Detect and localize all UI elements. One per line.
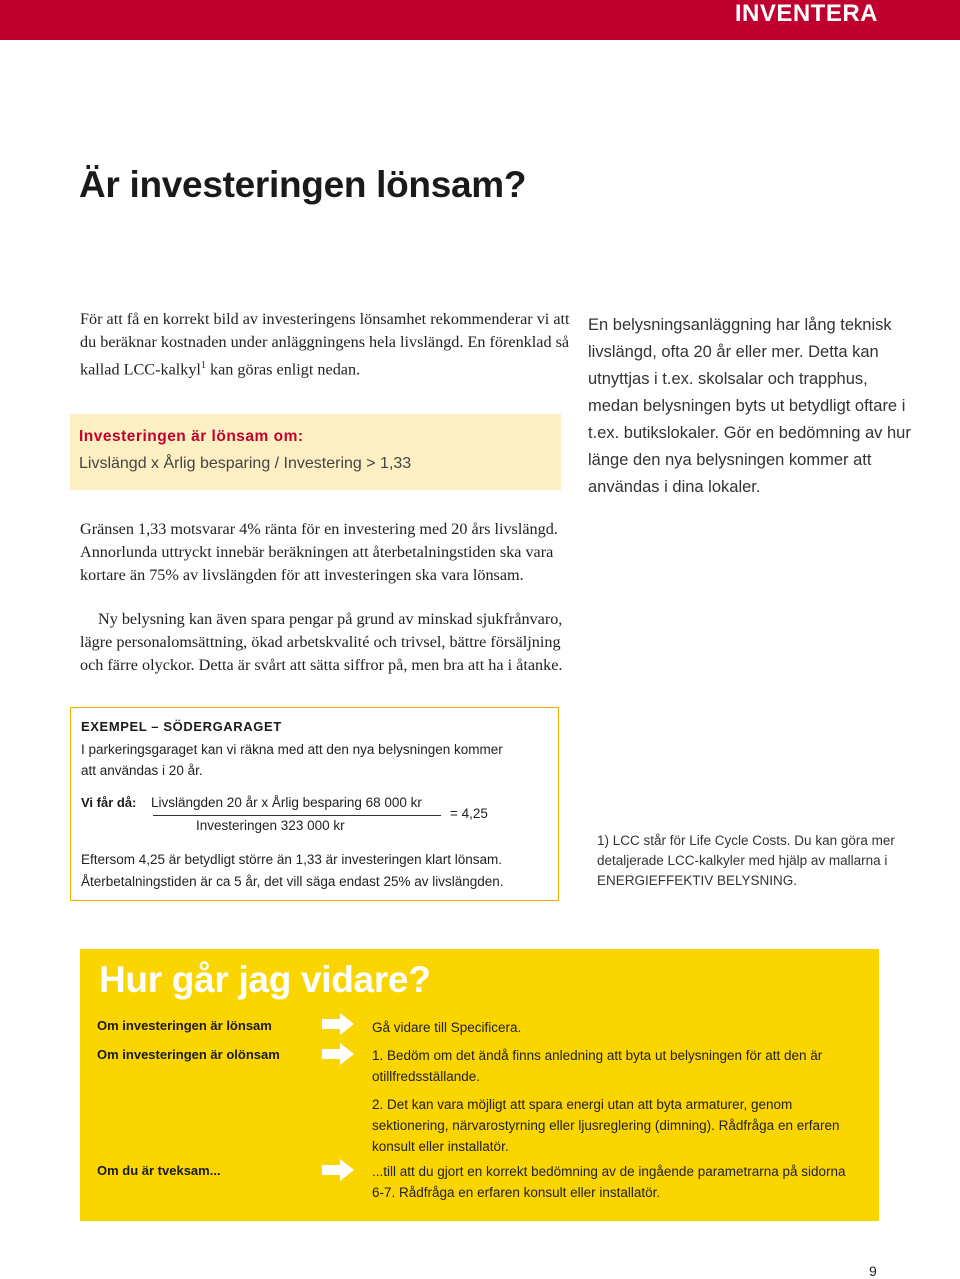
next-step-text: 2. Det kan vara möjligt att spara energi utan att byta armaturer, genom sektionering, närvarostyrning eller ljusreglering (dimning). Rådfråga en erfaren konsult eller installatör. [372, 1097, 840, 1154]
fraction-line [153, 815, 441, 816]
calculation-numerator: Livslängden 20 år x Årlig besparing 68 000 kr [151, 795, 422, 810]
body-paragraph: Gränsen 1,33 motsvarar 4% ränta för en investering med 20 års livslängd. Annorlunda uttryckt innebär beräkningen att återbetalningstiden ska vara kortare än 75% av livslängden för att investeringen ska vara lönsam. [80, 520, 558, 584]
intro-text-end: kan göras enligt nedan. [205, 360, 361, 379]
next-steps-box [80, 949, 879, 1221]
page-number: 9 [869, 1263, 877, 1279]
arrow-right-icon [322, 1013, 354, 1035]
arrow-right-icon [322, 1043, 354, 1065]
calculation-result: = 4,25 [450, 806, 488, 821]
body-paragraph: Ny belysning kan även spara pengar på grund av minskad sjukfrånvaro, lägre personalomsättning, ökad arbetskvalité och trivsel, bättre försäljning och färre olyckor. Detta är svårt att sätta siffror på, men bra att ha i åtanke. [80, 610, 563, 674]
intro-text: För att få en korrekt bild av investeringens lönsamhet rekommenderar vi att du beräknar kostnaden under anläggningens hela livslängd. En förenklad så kallad LCC-kalkyl [80, 310, 570, 379]
rule-formula: Livslängd x Årlig besparing / Investering > 1,33 [79, 455, 412, 472]
sidebar-text: En belysningsanläggning har lång teknisk livslängd, ofta 20 år eller mer. Detta kan utnyttjas i t.ex. skolsalar och trapphus, medan belysningen byts ut betydligt oftare i t.ex. butikslokaler. Gör en bedömning av hur länge den nya belysningen kommer att användas i dina lokaler. [588, 316, 911, 496]
page-title: Är investeringen lönsam? [79, 164, 527, 205]
arrow-right-icon [322, 1159, 354, 1181]
rule-title: Investeringen är lönsam om: [79, 428, 304, 445]
profitability-rule-box [70, 414, 561, 490]
intro-paragraph [80, 308, 570, 381]
example-text: I parkeringsgaraget kan vi räkna med att den nya belysningen kommer att användas i 20 år. [81, 742, 503, 778]
calculation-denominator: Investeringen 323 000 kr [196, 818, 345, 833]
example-title: EXEMPEL – SÖDERGARAGET [81, 719, 282, 734]
conclusion-line: Återbetalningstiden är ca 5 år, det vill säga endast 25% av livslängden. [81, 874, 504, 889]
footnote-reference: 1 [200, 360, 206, 371]
next-steps-title: Hur går jag vidare? [99, 959, 431, 1000]
calculation-label: Vi får då: [81, 795, 137, 810]
section-header-bar [0, 0, 960, 40]
example-conclusion [81, 849, 551, 893]
next-step-text: 1. Bedöm om det ändå finns anledning att byta ut belysningen för att den är otillfredsställande. [372, 1048, 823, 1084]
footnote: 1) LCC står för Life Cycle Costs. Du kan göra mer detaljerade LCC-kalkyler med hjälp av mallarna i ENERGIEFFEKTIV BELYSNING. [597, 833, 895, 888]
next-step-text: ...till att du gjort en korrekt bedömning av de ingående parametrarna på sidorna 6-7. Rådfråga en erfaren konsult eller installatör. [372, 1164, 846, 1200]
next-step-label: Om investeringen är olönsam [97, 1047, 280, 1062]
next-step-text: Gå vidare till Specificera. [372, 1020, 522, 1035]
example-box [70, 707, 559, 901]
next-step-label: Om du är tveksam... [97, 1163, 221, 1178]
section-title: INVENTERA [734, 0, 878, 27]
conclusion-line: Eftersom 4,25 är betydligt större än 1,33 är investeringen klart lönsam. [81, 852, 502, 867]
next-step-label: Om investeringen är lönsam [97, 1018, 272, 1033]
